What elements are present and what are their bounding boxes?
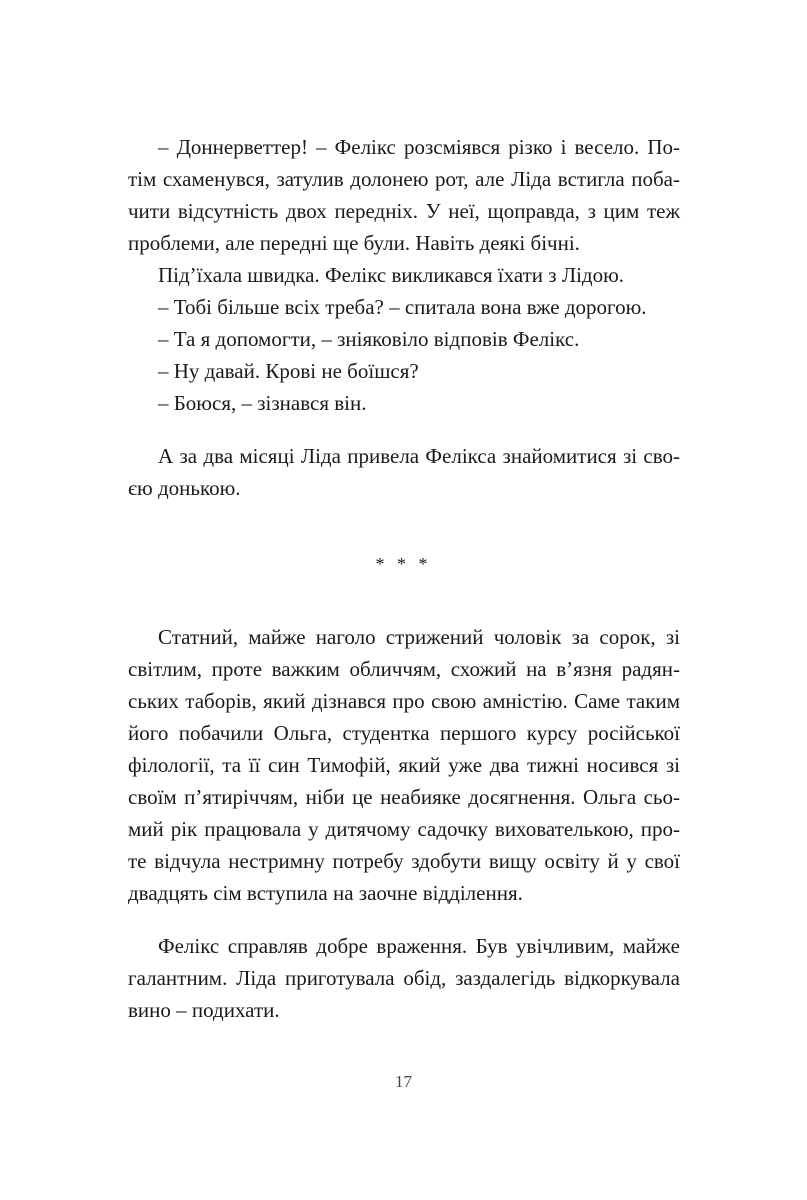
text-line: проблеми, але передні ще були. Навіть деякі бічні. bbox=[128, 231, 580, 255]
text-line: – Та я допомогти, – зніяковіло відповів Фелікс. bbox=[158, 327, 580, 351]
page-number: 17 bbox=[395, 1072, 412, 1091]
text-line: галантним. Ліда приготувала обід, заздалегідь відкоркувала bbox=[128, 966, 680, 990]
text-line: – Боюся, – зізнався він. bbox=[158, 391, 367, 415]
text-line: – Ну давай. Крові не боїшся? bbox=[158, 359, 419, 383]
text-line: Фелікс справляв добре враження. Був увічливим, майже bbox=[158, 934, 680, 958]
text-line: філології, та її син Тимофій, який уже два тижні носився зі bbox=[128, 753, 680, 777]
text-line: Під’їхала швидка. Фелікс викликався їхати з Лідою. bbox=[158, 263, 625, 287]
text-line: Статний, майже наголо стрижений чоловік за сорок, зі bbox=[158, 625, 680, 649]
text-line: ських таборів, який дізнався про свою амністію. Саме таким bbox=[128, 689, 680, 713]
text-line: своїм п’ятиріччям, ніби це неабияке досягнення. Ольга сьо- bbox=[128, 785, 680, 809]
text-line: те відчула нестримну потребу здобути вищу освіту й у свої bbox=[128, 849, 680, 873]
text-line: двадцять сім вступила на заочне відділення. bbox=[128, 881, 523, 905]
text-line: єю донькою. bbox=[128, 476, 241, 500]
text-line: чити відсутність двох передніх. У неї, щоправда, з цим теж bbox=[128, 199, 680, 223]
scene-separator: * * * bbox=[375, 554, 432, 574]
text-line: вино – подихати. bbox=[128, 998, 280, 1022]
text-line: мий рік працювала у дитячому садочку вихователькою, про- bbox=[128, 817, 680, 841]
text-line: його побачили Ольга, студентка першого курсу російської bbox=[128, 721, 680, 745]
text-line: – Доннерветтер! – Фелікс розсміявся різко і весело. По- bbox=[158, 135, 680, 159]
text-line: тім схаменувся, затулив долонею рот, але Ліда встигла поба- bbox=[128, 167, 680, 191]
text-line: А за два місяці Ліда привела Фелікса знайомитися зі сво- bbox=[158, 444, 680, 468]
text-line: – Тобі більше всіх треба? – спитала вона вже дорогою. bbox=[158, 295, 647, 319]
text-line: світлим, проте важким обличчям, схожий на в’язня радян- bbox=[128, 657, 680, 681]
